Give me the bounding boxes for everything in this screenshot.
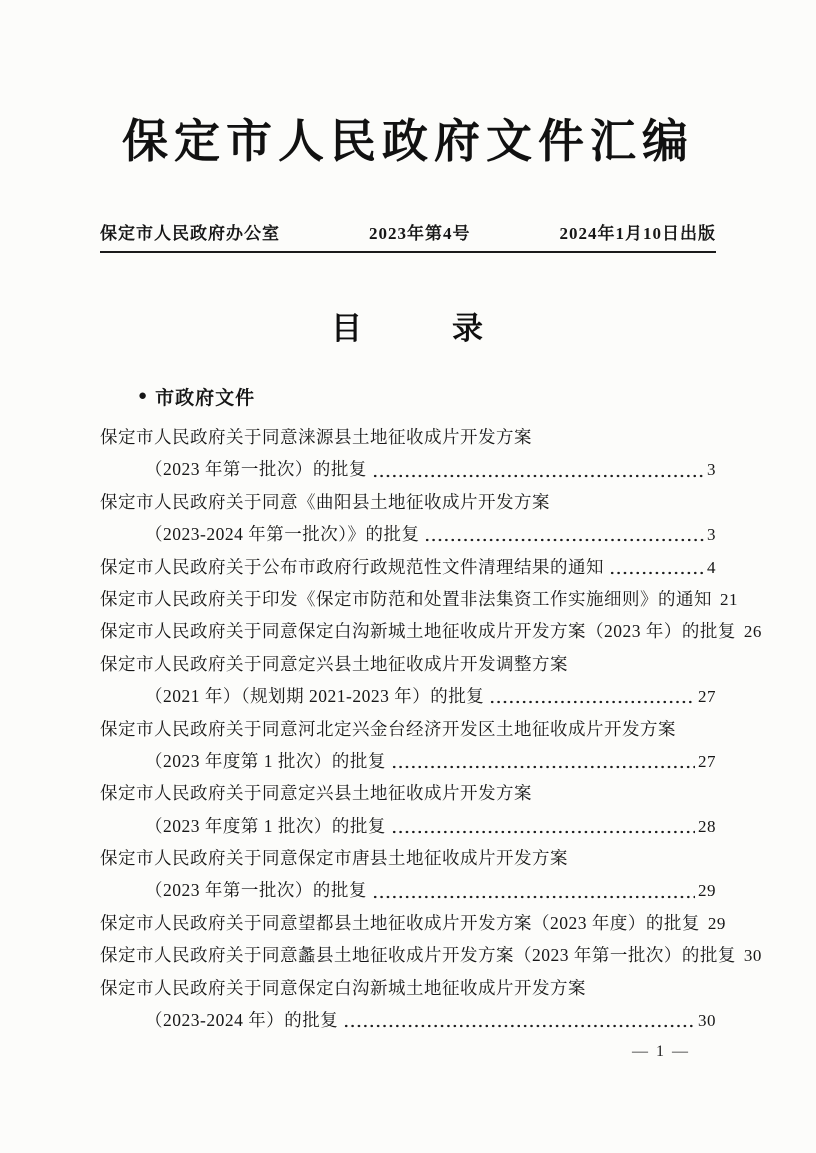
masthead-rule: [100, 251, 716, 253]
toc-entry-text: （2023 年第一批次）的批复: [145, 880, 367, 901]
masthead: [100, 219, 716, 244]
section-label: 市政府文件: [155, 388, 256, 409]
toc-entry-line: [100, 877, 716, 909]
toc-entry-page: 29: [707, 913, 726, 933]
toc-entry-line: [100, 521, 716, 553]
toc-entry-line: [100, 942, 762, 974]
toc-entry-line: [100, 618, 762, 650]
toc-entry-line: [100, 489, 716, 521]
toc-title: [0, 303, 816, 348]
toc-entry-line: [100, 748, 716, 780]
toc-entry-text: 保定市人民政府关于同意《曲阳县土地征收成片开发方案: [100, 491, 550, 512]
toc-entry-line: [100, 554, 716, 586]
toc-entry-text: 保定市人民政府关于同意定兴县土地征收成片开发方案: [100, 783, 532, 804]
section-header: [138, 383, 255, 410]
toc-entry-page: 30: [698, 1011, 716, 1031]
dot-leader: [391, 748, 695, 780]
dot-leader: [489, 683, 695, 715]
toc-entry-line: [100, 1007, 716, 1039]
toc-entry-text: （2023 年度第 1 批次）的批复: [145, 815, 386, 836]
toc-entry-page: 26: [743, 622, 762, 642]
bullet-icon: ●: [138, 388, 149, 404]
toc-entry-text: 保定市人民政府关于同意保定白沟新城土地征收成片开发方案: [100, 977, 586, 998]
toc-entry-page: 29: [698, 881, 716, 901]
toc-entry-line: [100, 716, 716, 748]
toc-entry-text: 保定市人民政府关于同意河北定兴金台经济开发区土地征收成片开发方案: [100, 718, 676, 739]
dot-leader: [609, 554, 704, 586]
toc-entry-line: [100, 424, 716, 456]
toc-entry-text: 保定市人民政府关于同意定兴县土地征收成片开发调整方案: [100, 653, 568, 674]
toc-entry-line: [100, 975, 716, 1007]
toc-entry-page: 30: [743, 946, 762, 966]
toc-entry-line: [100, 780, 716, 812]
toc-entry-text: 保定市人民政府关于公布市政府行政规范性文件清理结果的通知: [100, 556, 604, 577]
toc-entry-text: 保定市人民政府关于同意保定白沟新城土地征收成片开发方案（2023 年）的批复: [100, 621, 736, 642]
toc-title-char-2: 录: [452, 311, 485, 346]
toc-entry-page: 4: [707, 557, 716, 577]
toc-entry-text: 保定市人民政府关于同意保定市唐县土地征收成片开发方案: [100, 848, 568, 869]
masthead-issue-number: 2023年第4号: [369, 224, 471, 243]
toc-entry-line: [100, 910, 726, 942]
dot-leader: [343, 1007, 695, 1039]
toc-entry-line: [100, 845, 716, 877]
toc-entry-text: 保定市人民政府关于同意蠡县土地征收成片开发方案（2023 年第一批次）的批复: [100, 945, 736, 966]
toc-entry-text: 保定市人民政府关于同意涞源县土地征收成片开发方案: [100, 427, 532, 447]
toc-entry-text: 保定市人民政府关于同意望都县土地征收成片开发方案（2023 年度）的批复: [100, 912, 700, 933]
dot-leader: [391, 813, 695, 845]
toc-entry-text: （2021 年）（规划期 2021-2023 年）的批复: [145, 686, 485, 707]
page-number: — 1 —: [632, 1043, 690, 1060]
dot-leader: [372, 456, 704, 488]
toc-entry-text: （2023 年度第 1 批次）的批复: [145, 750, 386, 771]
toc-entry-text: （2023-2024 年第一批次）》的批复: [145, 524, 420, 545]
page-title: 保定市人民政府文件汇编: [122, 116, 694, 167]
toc-entry-line: [100, 683, 716, 715]
toc-entry-page: 27: [698, 687, 716, 707]
toc-entry-line: [100, 456, 716, 488]
toc-entry-page: 3: [707, 460, 716, 480]
dot-leader: [372, 877, 695, 909]
masthead-office: 保定市人民政府办公室: [100, 224, 280, 243]
toc-list: [100, 424, 762, 1039]
toc-entry-line: [100, 813, 716, 845]
toc-entry-text: （2023-2024 年）的批复: [145, 1010, 339, 1031]
dot-leader: [424, 521, 704, 553]
toc-entry-line: [100, 586, 738, 618]
toc-entry-page: 27: [698, 751, 716, 771]
toc-entry-line: [100, 651, 716, 683]
toc-entry-page: 21: [720, 589, 738, 609]
toc-entry-page: 3: [707, 525, 716, 545]
toc-entry-page: 28: [698, 816, 716, 836]
toc-title-char-1: 目: [331, 311, 364, 346]
toc-entry-text: 保定市人民政府关于印发《保定市防范和处置非法集资工作实施细则》的通知: [100, 588, 712, 609]
toc-entry-text: （2023 年第一批次）的批复: [145, 459, 367, 480]
masthead-publish-date: 2024年1月10日出版: [559, 224, 716, 243]
